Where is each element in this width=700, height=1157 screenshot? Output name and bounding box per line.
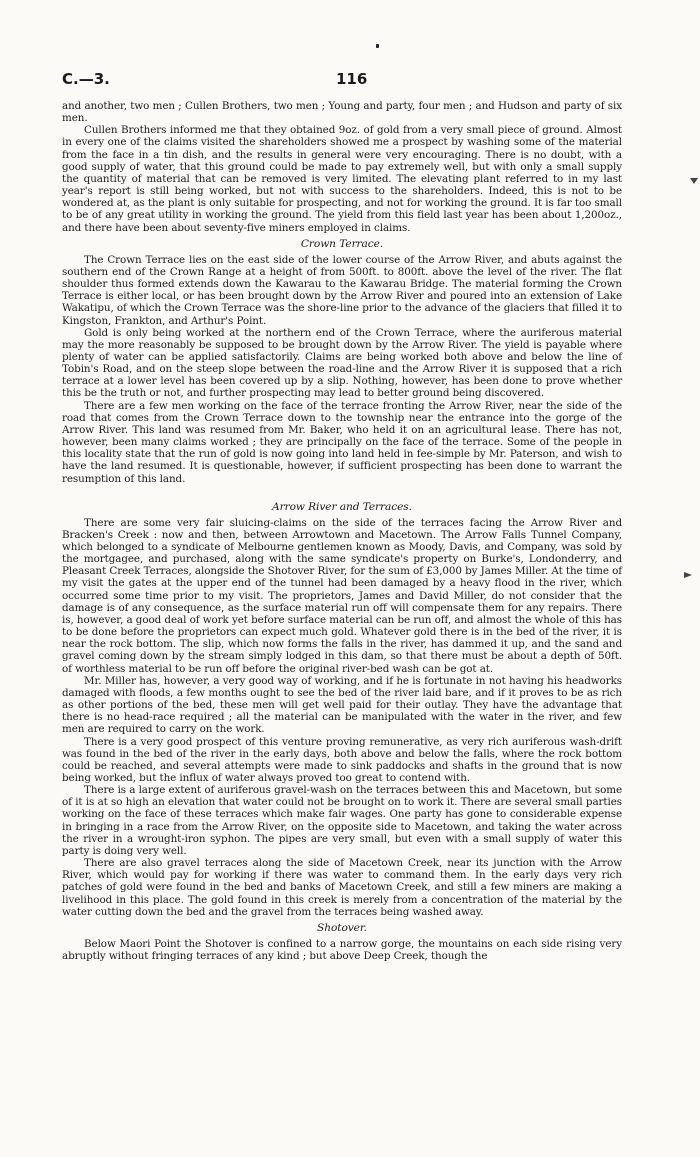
section-heading: Shotover. [317,921,367,934]
paragraph: and another, two men ; Cullen Brothers, two men ; Young and party, four men ; and Hudson and party of six men. [62,100,622,125]
section-crown-terrace [62,238,622,485]
paragraph: There are also gravel terraces along the side of Macetown Creek, near its junction with the Arrow River, which would pay for working if there was water to command them. In the early days very rich patches of gold were found in the bed and banks of Macetown Creek, and still a few miners are making a livelihood in this place. The gold found in this creek is merely from a concentration of the material by the water cutting down the bed and the gravel from the terraces being washed away. [62,857,622,918]
paragraph: There are a few men working on the face of the terrace fronting the Arrow River, near the side of the road that comes from the Crown Terrace down to the township near the entrance into the gorge of the Arrow River. This land was resumed from Mr. Baker, who held it on an agricultural lease. There has not, however, been many claims worked ; they are principally on the face of the terrace. Some of the people in this locality state that the run of gold is now going into land held in fee-simple by Mr. Paterson, and wish to have the land resumed. It is questionable, however, if sufficient prospecting has been done to warrant the resumption of this land. [62,399,622,485]
paragraph: Cullen Brothers informed me that they obtained 9oz. of gold from a very small piece of ground. Almost in every one of the claims visited the shareholders showed me a prospect by washing some of the material from the face in a tin dish, and the results in general were very encouraging. There is no doubt, with a good supply of water, that this ground could be made to pay extremely well, but with only a small supply the quantity of material that can be removed is very limited. The elevating plant referred to in my last year's report is still being worked, but not with success to the shareholders. Indeed, this is not to be wondered at, as the plant is only suitable for prospecting, and not for working the ground. It is far too small to be of any great utility in working the ground. The yield from this field last year has been about 1,200oz., and there have been about seventy-five miners employed in claims. [62,124,622,234]
paragraph: Gold is only being worked at the northern end of the Crown Terrace, where the auriferous material may the more reasonably be supposed to be brought down by the Arrow River. The yield is payable where plenty of water can be applied satisfactorily. Claims are being worked both above and below the line of Tobin's Road, and on the steep slope between the road-line and the Arrow River it is supposed that a rich terrace at a lower level has been covered up by a slip. Nothing, however, has been done to prove whether this be the truth or not, and further prospecting may lead to better ground being discovered. [62,326,622,400]
page-header [62,70,622,92]
paragraph: There is a very good prospect of this venture proving remunerative, as very rich auriferous wash-drift was found in the bed of the river in the early days, both above and below the falls, where the rock bottom could be reached, and several attempts were made to sink paddocks and shafts in the ground that is now being worked, but the influx of water always proved too great to contend with. [62,735,622,784]
document-body [62,100,622,962]
section-shotover [62,922,622,962]
paragraph: The Crown Terrace lies on the east side of the lower course of the Arrow River, and abuts against the southern end of the Crown Range at a height of from 500ft. to 800ft. above the level of the river. The flat shoulder thus formed extends down the Kawarau to the Kawarau Bridge. The material forming the Crown Terrace is either local, or has been brought down by the Arrow River and poured into an extension of Lake Wakatipu, of which the Crown Terrace was the shore-line prior to the advance of the glaciers that filled it to Kingston, Frankton, and Arthur's Point. [62,253,622,327]
margin-mark-icon [690,178,698,184]
paragraph: There is a large extent of auriferous gravel-wash on the terraces between this and Macetown, but some of it is at so high an elevation that water could not be brought on to work it. There are several small parties working on the face of these terraces which make fair wages. One party has gone to considerable expense in bringing in a race from the Arrow River, on the opposite side to Macetown, and taking the water across the river in a wrought-iron syphon. The pipes are very small, but even with a small supply of water this party is doing very well. [62,784,622,857]
section-arrow-river [62,501,622,918]
page-speck [376,44,379,48]
margin-arrow-icon [684,572,692,578]
section-heading: Arrow River and Terraces. [272,500,412,513]
document-reference: C.—3. [62,70,110,88]
paragraph: Mr. Miller has, however, a very good way of working, and if he is fortunate in not having his headworks damaged with floods, a few months ought to see the bed of the river laid bare, and if it proves to be as rich as other portions of the bed, these men will get well paid for their outlay. They have the advantage that there is no head-race required ; all the material can be manipulated with the water in the river, and few men are required to carry on the work. [62,674,622,736]
page-number: 116 [336,70,368,88]
paragraph: There are some very fair sluicing-claims on the side of the terraces facing the Arrow River and Bracken's Creek : now and then, between Arrowtown and Macetown. The Arrow Falls Tunnel Company, which belonged to a syndicate of Melbourne gentlemen known as Moody, Davis, and Company, was sold by the mortgagee, and purchased, along with the same syndicate's property on Burke's, Londonderry, and Pleasant Creek Terraces, alongside the Shotover River, for the sum of £3,000 by James Miller. At the time of my visit the gates at the upper end of the tunnel had been damaged by a heavy flood in the river, which occurred some time prior to my visit. The proprietors, James and David Miller, do not consider that the damage is of any consequence, as the surface material run off will compensate them for any repairs. There is, however, a good deal of work yet before surface material can be run off, and almost the whole of this has to be done before the proprietors can expect much gold. Whatever gold there is in the bed of the river, it is near the rock bottom. The slip, which now forms the falls in the river, has dammed it up, and the sand and gravel coming down by the stream simply lodged in this dam, so that there must be about a depth of 50ft. of worthless material to be run off before the original river-bed wash can be got at. [62,516,622,675]
section-heading: Crown Terrace. [300,237,384,250]
section-intro [62,100,622,234]
paragraph: Below Maori Point the Shotover is confined to a narrow gorge, the mountains on each side rising very abruptly without fringing terraces of any kind ; but above Deep Creek, though the [62,937,622,962]
